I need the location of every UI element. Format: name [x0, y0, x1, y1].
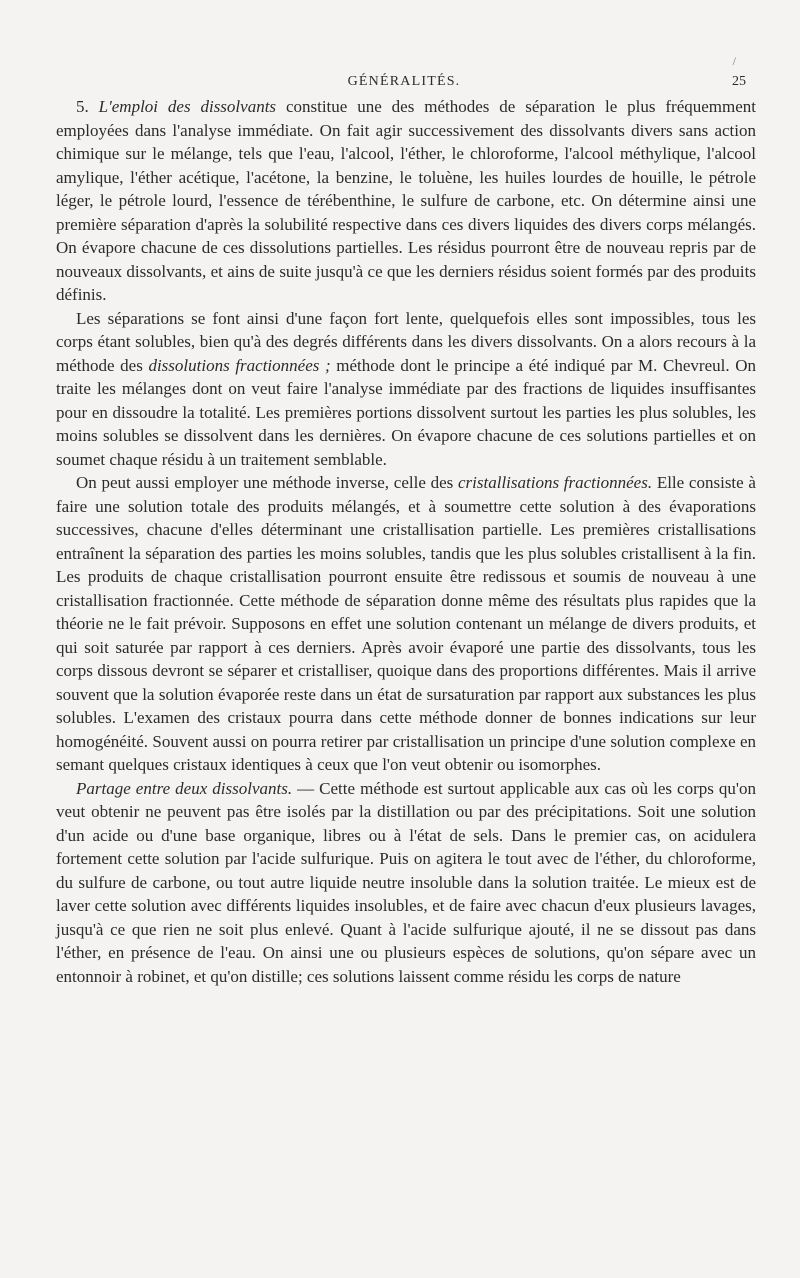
paragraph-emploi-dissolvants [56, 95, 756, 307]
paragraph-text: constitue une des méthodes de séparation le plus fréquemment employées dans l'analyse immédiate. On fait agir successivement des dissolvants divers sans action chimique sur le mélange, tels que l'eau, l'alcool, l'éther, le chloroforme, l'alcool méthylique, l'alcool amylique, l'éther acétique, l'acétone, la benzine, le toluène, les huiles lourdes de houille, le pétrole léger, le pétrole lourd, l'essence de térébenthine, le sulfure de carbone, etc. On détermine ainsi une première séparation d'après la solubilité respective dans ces divers liquides des divers corps mélangés. On évapore chacune de ces dissolutions partielles. Les résidus pourront être de nouveau repris par de nouveaux dissolvants, et ains de suite jusqu'à ce que les derniers résidus soient formés par des produits définis. [56, 97, 756, 304]
section-heading: L'emploi des dissolvants [98, 97, 277, 116]
paragraph-dissolutions-fractionnees [56, 307, 756, 472]
running-title: GÉNÉRALITÉS. [347, 74, 461, 89]
body-text [56, 95, 756, 988]
paragraph-text: — Cette méthode est surtout applicable aux cas où les corps qu'on veut obtenir ne peuvent pas être isolés par la distillation ou par des précipitations. Soit une solution d'un acide ou d'une base organique, libres ou à l'état de sels. Dans le premier cas, on acidulera fortement cette solution par l'acide sulfurique. Puis on agitera le tout avec de l'éther, du chloroforme, du sulfure de carbone, ou tout autre liquide neutre insoluble dans la solution traitée. Le mieux est de laver cette solution avec différents liquides insolubles, et de faire avec chacun d'eux plusieurs lavages, jusqu'à ce que rien ne soit plus enlevé. Quant à l'acide sulfurique ajouté, il ne se dissout pas dans l'éther, en présence de l'eau. On ainsi une ou plusieurs espèces de solutions, qu'on sépare avec un entonnoir à robinet, et qu'on distille; ces solutions laissent comme résidu les corps de nature [56, 778, 756, 986]
italic-term: dissolutions fractionnées ; [148, 355, 331, 375]
page-header [62, 54, 746, 92]
paragraph-cristallisations-fractionnees [56, 471, 756, 777]
margin-mark: / [732, 54, 736, 68]
paragraph-text: méthode dont le principe a été indiqué par M. Chevreul. On traite les mélanges dont on veut faire l'analyse immédiate par des fractions de liquides insuffisantes pour en dissoudre la totalité. Les premières portions dissolvent surtout les parties les plus solubles, les moins solubles se dissolvent dans les dernières. On évapore chacune de ces solutions partielles et on soumet chaque résidu à un traitement semblable. [56, 355, 756, 469]
paragraph-text: On peut aussi employer une méthode inverse, celle des [76, 473, 458, 492]
italic-term: cristallisations fractionnées. [458, 473, 653, 492]
paragraph-text: Les séparations se font ainsi d'une façon fort lente, quelquefois elles sont impossibles, tous les corps étant solubles, bien qu'à des degrés différents dans les divers dissolvants. On a alors recours à la méthode des [56, 308, 756, 375]
section-heading: Partage entre deux dissolvants. [76, 778, 293, 798]
paragraph-partage-deux-dissolvants [56, 777, 756, 989]
page-number: 25 [732, 74, 746, 89]
paragraph-text: Elle consiste à faire une solution totale des produits mélangés, et à soumettre cette solution à des évaporations successives, chacune d'elles déterminant une cristallisation partielle. Les premières cristallisations entraînent la séparation des parties les moins solubles, tandis que les plus solubles cristallisent à la fin. Les produits de chaque cristallisation pourront ensuite être redissous et soumis de nouveau à une cristallisation fractionnée. Cette méthode de séparation donne même des résultats plus rapides que la théorie ne le fait prévoir. Supposons en effet une solution contenant un mélange de divers produits, et qui soit saturée par rapport à ces derniers. Après avoir évaporé une partie des dissolvants, tous les corps dissous devront se séparer et cristalliser, quoique dans des proportions différentes. Mais il arrive souvent que la solution évaporée reste dans un état de sursaturation par rapport aux substances les plus solubles. L'examen des cristaux pourra dans cette méthode donner de bonnes indications sur leur homogénéité. Souvent aussi on pourra retirer par cristallisation un principe d'une solution complexe en semant quelques cristaux identiques à ceux que l'on veut obtenir ou isomorphes. [56, 473, 756, 774]
section-number: 5. [76, 97, 99, 116]
